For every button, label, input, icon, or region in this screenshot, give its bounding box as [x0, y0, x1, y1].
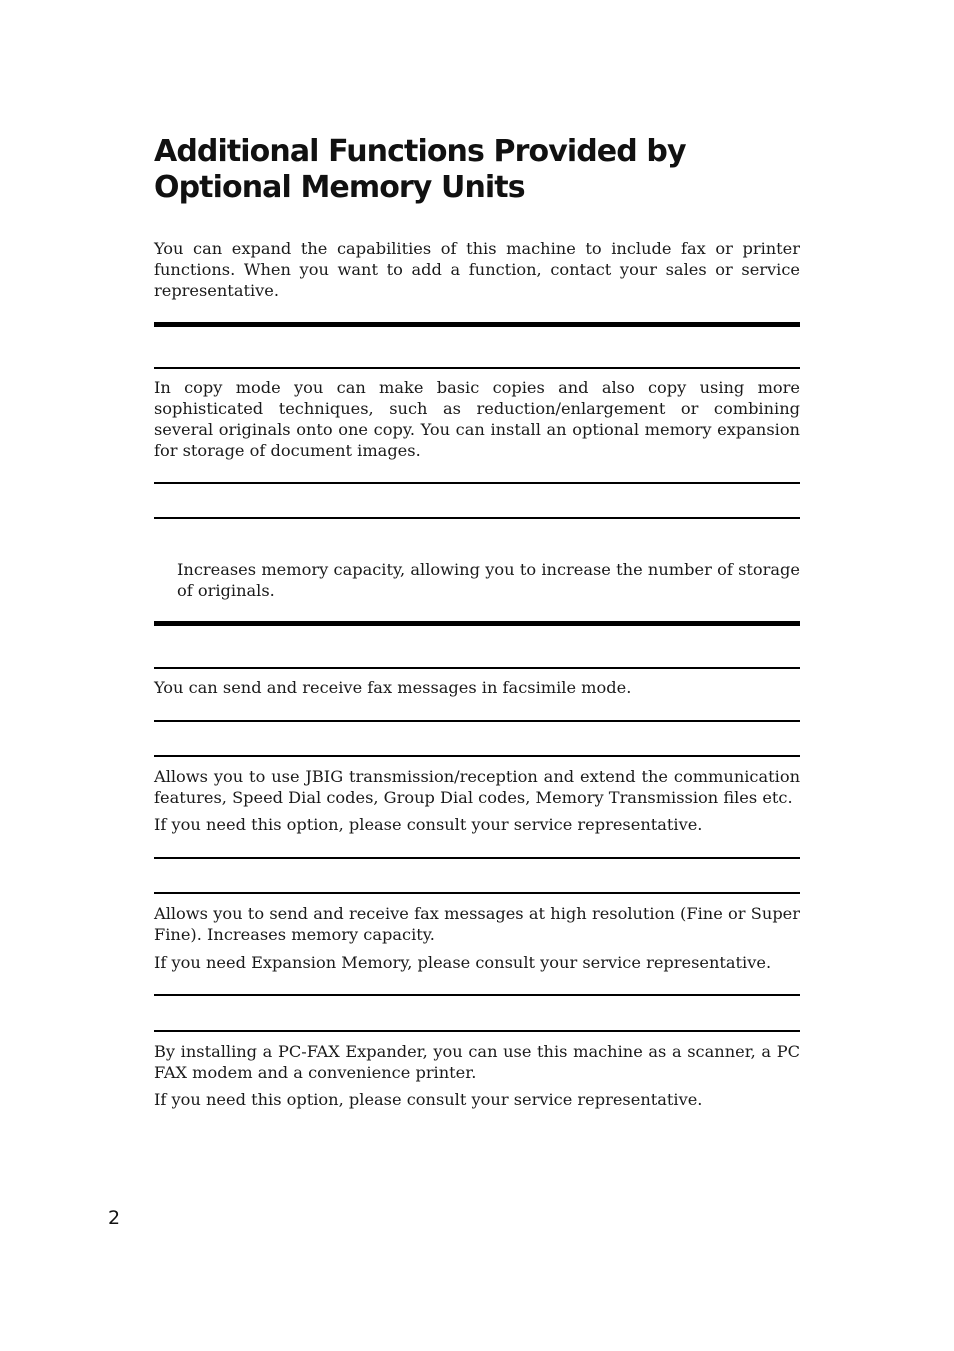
divider-rule — [154, 720, 800, 722]
intro-paragraph: You can expand the capabilities of this machine to include fax or printer functions. When you want to add a function, contact your sales or service representative. — [154, 239, 800, 300]
subsection-rule-expansion — [154, 892, 800, 894]
pcfax-note: If you need this option, please consult your service representative. — [154, 1090, 703, 1109]
section-rule-fax — [154, 621, 800, 626]
jbig-description: Allows you to use JBIG transmission/reception and extend the communication features, Speed Dial codes, Group Dial codes, Memory Transmission files etc. — [154, 767, 800, 807]
page-number: 2 — [108, 1207, 121, 1229]
fax-description: You can send and receive fax messages in facsimile mode. — [154, 678, 632, 697]
copy-description: In copy mode you can make basic copies and also copy using more sophisticated techniques, such as reduction/enlargement or combining several originals onto one copy. You can install an optional memory expansion for storage of document images. — [154, 378, 800, 460]
subsection-rule-jbig — [154, 755, 800, 757]
expansion-note: If you need Expansion Memory, please consult your service representative. — [154, 953, 772, 972]
section-rule-copy — [154, 322, 800, 327]
pcfax-description: By installing a PC-FAX Expander, you can use this machine as a scanner, a PC FAX modem and a convenience printer. — [154, 1042, 800, 1082]
jbig-note: If you need this option, please consult your service representative. — [154, 815, 703, 834]
page-title: Additional Functions Provided by Optional Memory Units — [154, 134, 686, 205]
divider-rule — [154, 857, 800, 859]
subsection-rule-copy — [154, 367, 800, 369]
expansion-description: Allows you to send and receive fax messages at high resolution (Fine or Super Fine). Increases memory capacity. — [154, 904, 800, 944]
memory-description: Increases memory capacity, allowing you to increase the number of storage of originals. — [177, 560, 800, 600]
subsection-rule-memory — [154, 517, 800, 519]
subsection-rule-pcfax — [154, 1030, 800, 1032]
divider-rule — [154, 994, 800, 996]
subsection-rule-fax — [154, 667, 800, 669]
divider-rule — [154, 482, 800, 484]
